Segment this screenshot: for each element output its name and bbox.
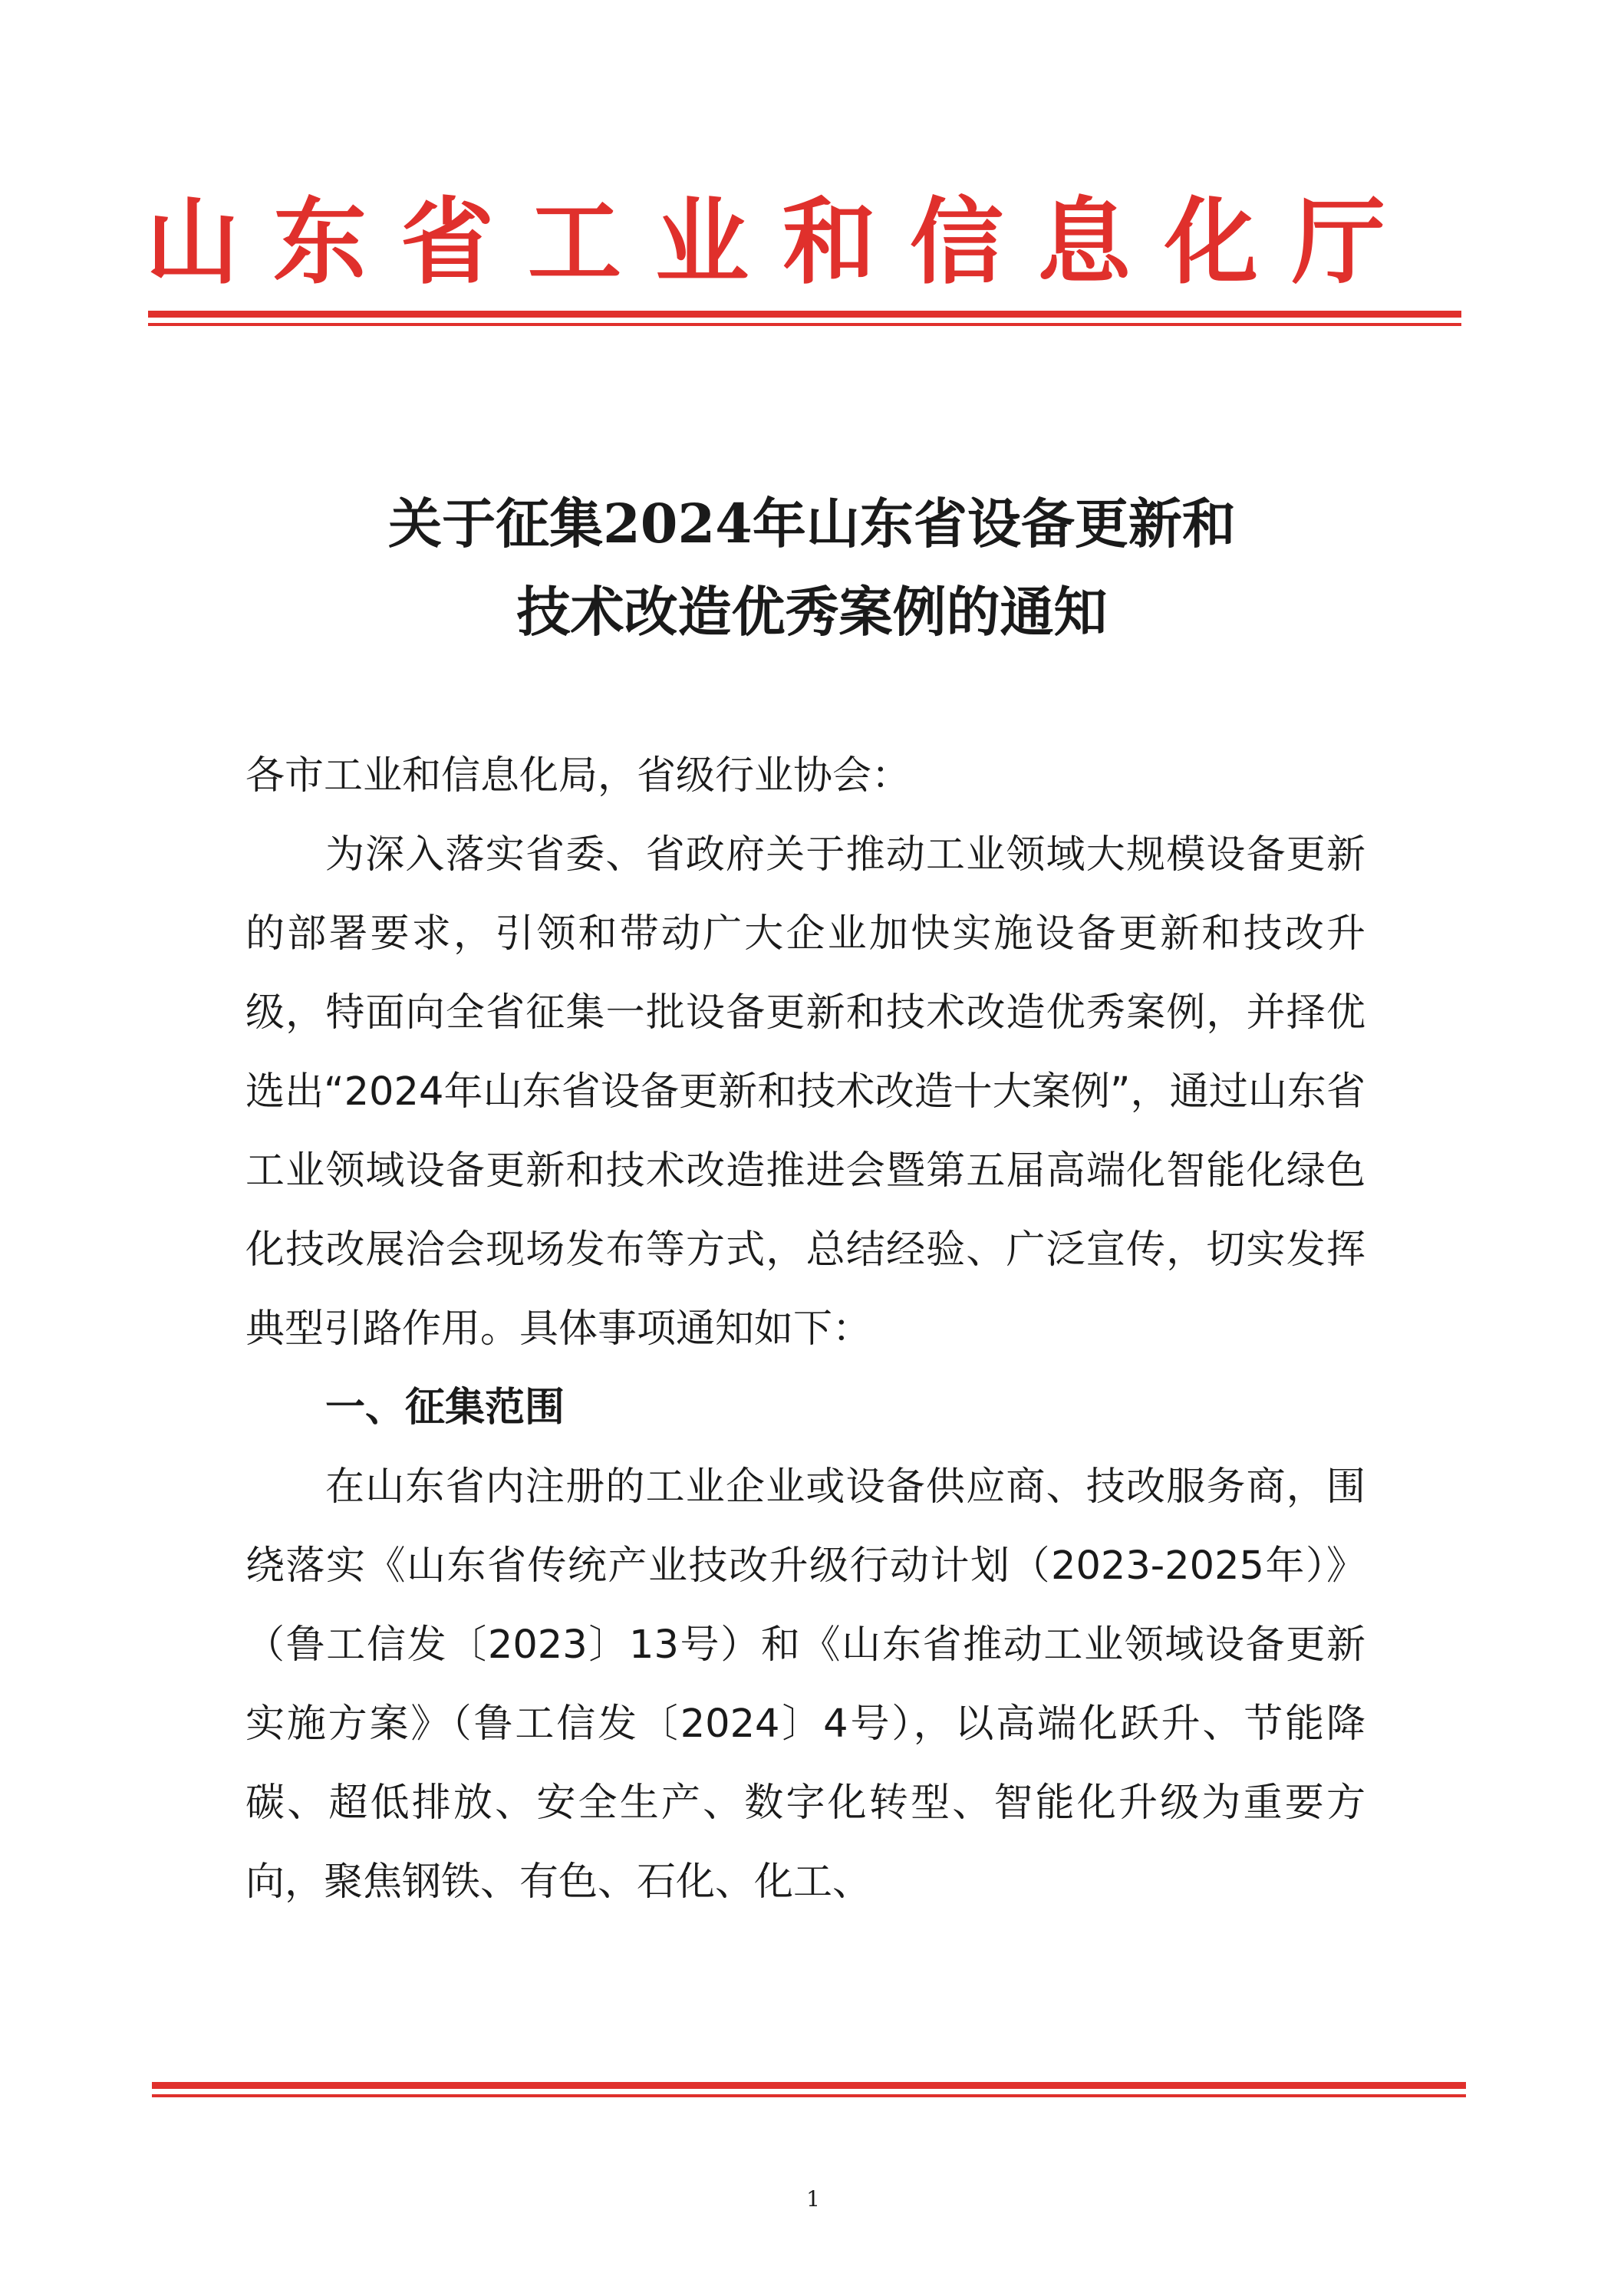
footer-rule-thick (152, 2082, 1466, 2089)
paragraph-scope: 在山东省内注册的工业企业或设备供应商、技改服务商，围绕落实《山东省传统产业技改升级行动计划（2023-2025年）》（鲁工信发〔2023〕13号）和《山东省推动工业领域设备更新实施方案》（鲁工信发〔2024〕4号），以高端化跃升、节能降碳、超低排放、安全生产、数字化转型、智能化升级为重要方向，聚焦钢铁、有色、石化、化工、 (245, 1464, 1365, 1905)
section-heading-scope: 一、征集范围 (325, 1385, 565, 1431)
masthead-rule-thin (148, 323, 1461, 326)
document-body (245, 736, 1365, 1922)
document-title-line-2: 技术改造优秀案例的通知 (516, 580, 1108, 644)
page-number: 1 (806, 2186, 820, 2212)
document-title-line-1: 关于征集2024年山东省设备更新和 (388, 492, 1236, 555)
masthead-rule-thick (148, 311, 1461, 318)
paragraph-intro: 为深入落实省委、省政府关于推动工业领域大规模设备更新的部署要求，引领和带动广大企业加快实施设备更新和技改升级，特面向全省征集一批设备更新和技术改造优秀案例，并择优选出“2024年山东省设备更新和技术改造十大案例”，通过山东省工业领域设备更新和技术改造推进会暨第五届高端化智能化绿色化技改展洽会现场发布等方式，总结经验、广泛宣传，切实发挥典型引路作用。具体事项通知如下： (245, 832, 1365, 1352)
masthead-organization: 山东省工业和信息化厅 (146, 188, 1419, 295)
salutation: 各市工业和信息化局，省级行业协会： (245, 753, 911, 799)
footer-rule-thin (152, 2094, 1466, 2097)
